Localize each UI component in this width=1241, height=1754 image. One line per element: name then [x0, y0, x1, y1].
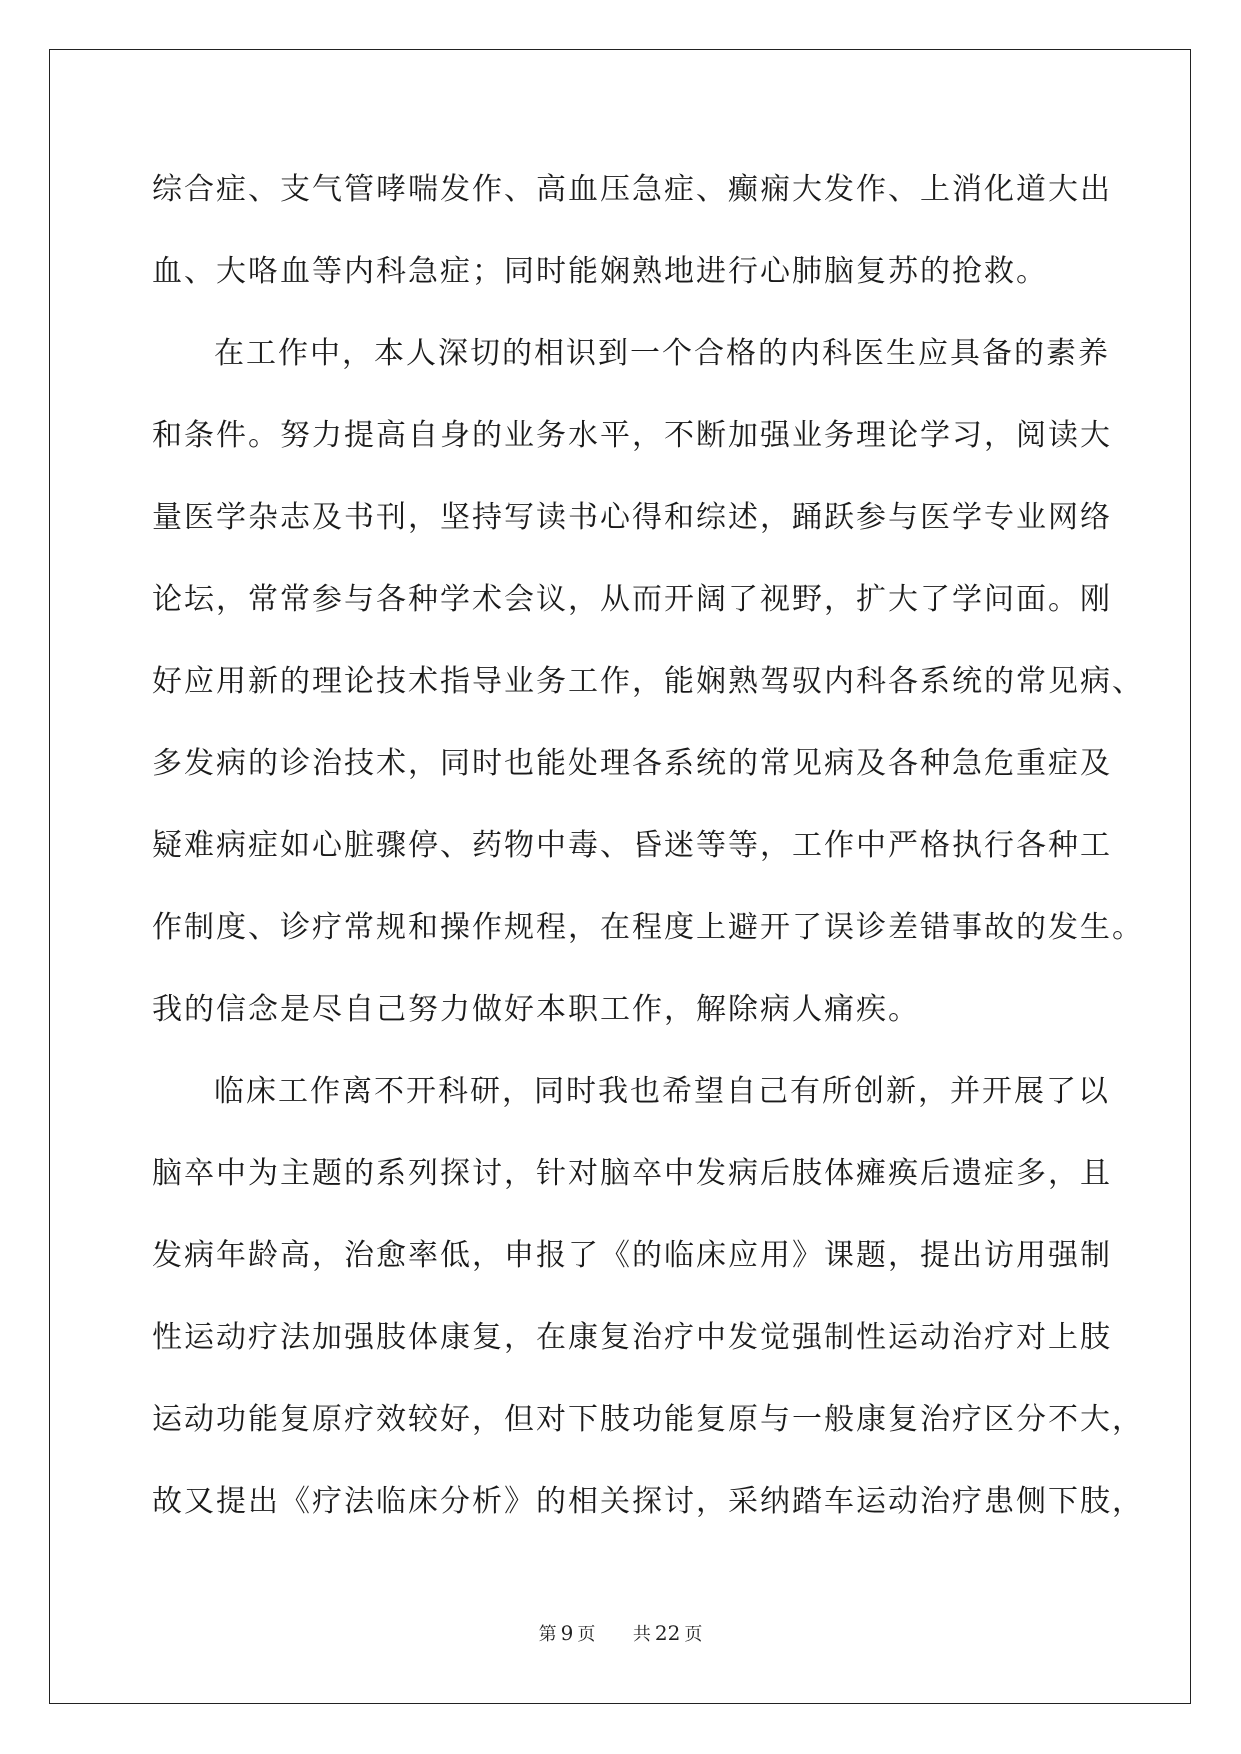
text-line: 综合症、支气管哮喘发作、高血压急症、癫痫大发作、上消化道大出: [152, 172, 1112, 207]
text-line: 和条件。努力提高自身的业务水平，不断加强业务理论学习，阅读大: [152, 418, 1112, 453]
page-number: 9: [560, 1621, 574, 1645]
text-line: 脑卒中为主题的系列探讨，针对脑卒中发病后肢体瘫痪后遗症多，且: [152, 1156, 1112, 1191]
text-line: 运动功能复原疗效较好，但对下肢功能复原与一般康复治疗区分不大，: [152, 1402, 1144, 1437]
page-footer: [0, 1620, 1241, 1646]
text-line: 多发病的诊治技术，同时也能处理各系统的常见病及各种急危重症及: [152, 746, 1112, 781]
page-suffix: 页: [577, 1624, 596, 1645]
text-line: 故又提出《疗法临床分析》的相关探讨，采纳踏车运动治疗患侧下肢，: [152, 1484, 1144, 1519]
text-line: 量医学杂志及书刊，坚持写读书心得和综述，踊跃参与医学专业网络: [152, 500, 1112, 535]
total-suffix: 页: [684, 1624, 703, 1645]
document-body: [152, 165, 1144, 1559]
page-prefix: 第: [538, 1624, 557, 1645]
paragraph-start-line: 在工作中，本人深切的相识到一个合格的内科医生应具备的素养: [214, 336, 1110, 371]
text-line: 作制度、诊疗常规和操作规程，在程度上避开了误诊差错事故的发生。: [152, 910, 1144, 945]
text-line: 血、大咯血等内科急症；同时能娴熟地进行心肺脑复苏的抢救。: [152, 254, 1048, 289]
text-line: 疑难病症如心脏骤停、药物中毒、昏迷等等，工作中严格执行各种工: [152, 828, 1112, 863]
text-line: 论坛，常常参与各种学术会议，从而开阔了视野，扩大了学问面。刚: [152, 582, 1112, 617]
paragraph-start-line: 临床工作离不开科研，同时我也希望自己有所创新，并开展了以: [214, 1074, 1110, 1109]
text-line: 性运动疗法加强肢体康复，在康复治疗中发觉强制性运动治疗对上肢: [152, 1320, 1112, 1355]
total-prefix: 共: [632, 1624, 651, 1645]
text-line: 好应用新的理论技术指导业务工作，能娴熟驾驭内科各系统的常见病、: [152, 664, 1144, 699]
text-line: 我的信念是尽自己努力做好本职工作，解除病人痛疾。: [152, 992, 920, 1027]
total-pages: 22: [654, 1621, 681, 1645]
text-line: 发病年龄高，治愈率低，申报了《的临床应用》课题，提出访用强制: [152, 1238, 1112, 1273]
